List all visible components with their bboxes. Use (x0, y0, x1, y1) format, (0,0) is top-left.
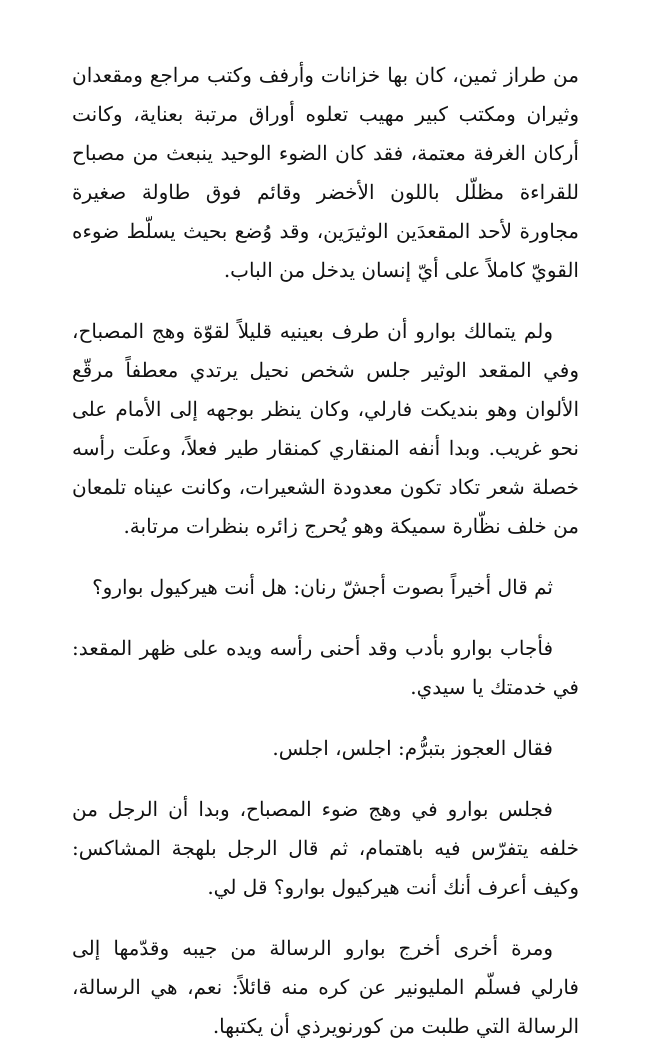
paragraph-farley-description: ولم يتمالك بوارو أن طرف بعينيه قليلاً لقوّة وهج المصباح، وفي المقعد الوثير جلس شخص نحيل يرتدي معطفاً مرقّع الألوان وهو بنديكت فارلي، وكان ينظر بوجهه إلى الأمام على نحو غريب. وبدا أنفه المنقاري كمنقار طير فعلاً، وعلَت رأسه خصلة شعر تكاد تكون معدودة الشعيرات، وكانت عيناه تلمعان من خلف نظّارة سميكة وهو يُحرج زائره بنظرات مرتابة. (72, 319, 579, 538)
paragraph-lamp-glow: فجلس بوارو في وهج ضوء المصباح، وبدا أن الرجل من خلفه يتفرّس فيه باهتمام، ثم قال الرجل بلهجة المشاكس: وكيف أعرف أنك أنت هيركيول بوارو؟ قل لي. (72, 797, 579, 899)
paragraph-room-description: من طراز ثمين، كان بها خزانات وأرفف وكتب مراجع ومقعدان وثيران ومكتب كبير مهيب تعلوه أوراق مرتبة بعناية، وكانت أركان الغرفة معتمة، فقد كان الضوء الوحيد ينبعث من مصباح للقراءة مظلّل باللون الأخضر وقائم فوق طاولة صغيرة مجاورة لأحد المقعدَين الوثيرَين، وقد وُضع بحيث يسلّط ضوءه القويّ كاملاً على أيّ إنسان يدخل من الباب. (72, 63, 579, 282)
paragraph-poirot-reply: فأجاب بوارو بأدب وقد أحنى رأسه ويده على ظهر المقعد: في خدمتك يا سيدي. (72, 636, 579, 699)
paragraph-letter: ومرة أخرى أخرج بوارو الرسالة من جيبه وقدّمها إلى فارلي فسلّم المليونير عن كره منه قائلاً: نعم، هي الرسالة، الرسالة التي طلبت من كورنويرذي أن يكتبها. (72, 936, 579, 1038)
paragraph-question: ثم قال أخيراً بصوت أجشّ رنان: هل أنت هيركيول بوارو؟ (92, 575, 553, 599)
paragraph-sit-down: فقال العجوز بتبرُّم: اجلس، اجلس. (272, 736, 553, 760)
